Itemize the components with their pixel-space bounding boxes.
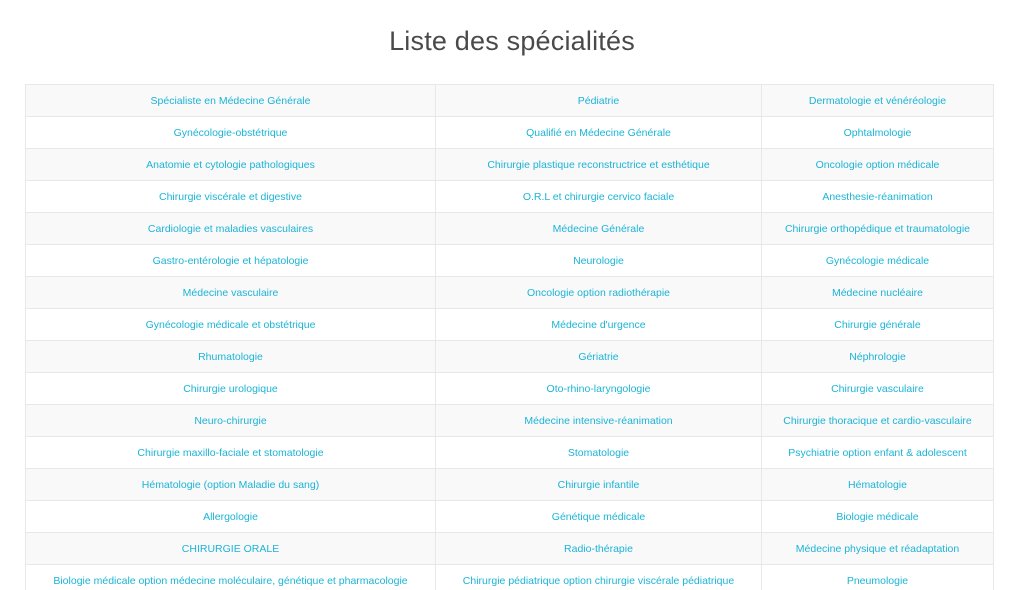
specialty-link[interactable]: Cardiologie et maladies vasculaires — [26, 213, 436, 245]
specialty-link[interactable]: Chirurgie orthopédique et traumatologie — [762, 213, 994, 245]
table-row — [26, 533, 994, 565]
specialty-link[interactable]: Qualifié en Médecine Générale — [436, 117, 762, 149]
table-row — [26, 117, 994, 149]
table-row — [26, 341, 994, 373]
page-title: Liste des spécialités — [389, 26, 635, 57]
specialty-link[interactable]: CHIRURGIE ORALE — [26, 533, 436, 565]
specialty-link[interactable]: Chirurgie maxillo-faciale et stomatologie — [26, 437, 436, 469]
specialty-link[interactable]: Gastro-entérologie et hépatologie — [26, 245, 436, 277]
table-row — [26, 565, 994, 590]
specialty-link[interactable]: Hématologie (option Maladie du sang) — [26, 469, 436, 501]
specialty-link[interactable]: Allergologie — [26, 501, 436, 533]
specialty-link[interactable]: O.R.L et chirurgie cervico faciale — [436, 181, 762, 213]
specialties-table — [25, 84, 994, 590]
table-row — [26, 437, 994, 469]
table-row — [26, 181, 994, 213]
specialty-link[interactable]: Médecine physique et réadaptation — [762, 533, 994, 565]
specialty-link[interactable]: Chirurgie infantile — [436, 469, 762, 501]
specialty-link[interactable]: Ophtalmologie — [762, 117, 994, 149]
specialty-link[interactable]: Stomatologie — [436, 437, 762, 469]
specialty-link[interactable]: Spécialiste en Médecine Générale — [26, 85, 436, 117]
table-row — [26, 501, 994, 533]
table-row — [26, 213, 994, 245]
specialty-link[interactable]: Neurologie — [436, 245, 762, 277]
table-row — [26, 149, 994, 181]
table-row — [26, 277, 994, 309]
specialty-link[interactable]: Oncologie option médicale — [762, 149, 994, 181]
table-row — [26, 373, 994, 405]
specialty-link[interactable]: Oto-rhino-laryngologie — [436, 373, 762, 405]
specialty-link[interactable]: Gériatrie — [436, 341, 762, 373]
table-row — [26, 309, 994, 341]
specialty-link[interactable]: Médecine d'urgence — [436, 309, 762, 341]
table-row — [26, 469, 994, 501]
specialty-link[interactable]: Chirurgie générale — [762, 309, 994, 341]
specialty-link[interactable]: Chirurgie urologique — [26, 373, 436, 405]
specialty-link[interactable]: Anatomie et cytologie pathologiques — [26, 149, 436, 181]
specialty-link[interactable]: Dermatologie et vénéréologie — [762, 85, 994, 117]
specialty-link[interactable]: Médecine nucléaire — [762, 277, 994, 309]
specialty-link[interactable]: Chirurgie plastique reconstructrice et esthétique — [436, 149, 762, 181]
specialty-link[interactable]: Biologie médicale option médecine moléculaire, génétique et pharmacologie — [26, 565, 436, 590]
specialty-link[interactable]: Pneumologie — [762, 565, 994, 590]
specialty-link[interactable]: Gynécologie médicale et obstétrique — [26, 309, 436, 341]
specialty-link[interactable]: Génétique médicale — [436, 501, 762, 533]
specialty-link[interactable]: Médecine Générale — [436, 213, 762, 245]
specialty-link[interactable]: Chirurgie thoracique et cardio-vasculaire — [762, 405, 994, 437]
specialty-link[interactable]: Rhumatologie — [26, 341, 436, 373]
specialty-link[interactable]: Radio-thérapie — [436, 533, 762, 565]
specialty-link[interactable]: Pédiatrie — [436, 85, 762, 117]
specialty-link[interactable]: Chirurgie pédiatrique option chirurgie viscérale pédiatrique — [436, 565, 762, 590]
specialty-link[interactable]: Gynécologie médicale — [762, 245, 994, 277]
specialty-link[interactable]: Neuro-chirurgie — [26, 405, 436, 437]
specialty-link[interactable]: Néphrologie — [762, 341, 994, 373]
specialty-link[interactable]: Biologie médicale — [762, 501, 994, 533]
table-row — [26, 405, 994, 437]
specialty-link[interactable]: Psychiatrie option enfant & adolescent — [762, 437, 994, 469]
specialty-link[interactable]: Chirurgie viscérale et digestive — [26, 181, 436, 213]
specialty-link[interactable]: Anesthesie-réanimation — [762, 181, 994, 213]
specialty-link[interactable]: Médecine vasculaire — [26, 277, 436, 309]
specialty-link[interactable]: Chirurgie vasculaire — [762, 373, 994, 405]
specialty-link[interactable]: Hématologie — [762, 469, 994, 501]
specialties-table-body — [26, 85, 994, 590]
specialty-link[interactable]: Médecine intensive-réanimation — [436, 405, 762, 437]
table-row — [26, 245, 994, 277]
table-row — [26, 85, 994, 117]
specialty-link[interactable]: Oncologie option radiothérapie — [436, 277, 762, 309]
specialty-link[interactable]: Gynécologie-obstétrique — [26, 117, 436, 149]
